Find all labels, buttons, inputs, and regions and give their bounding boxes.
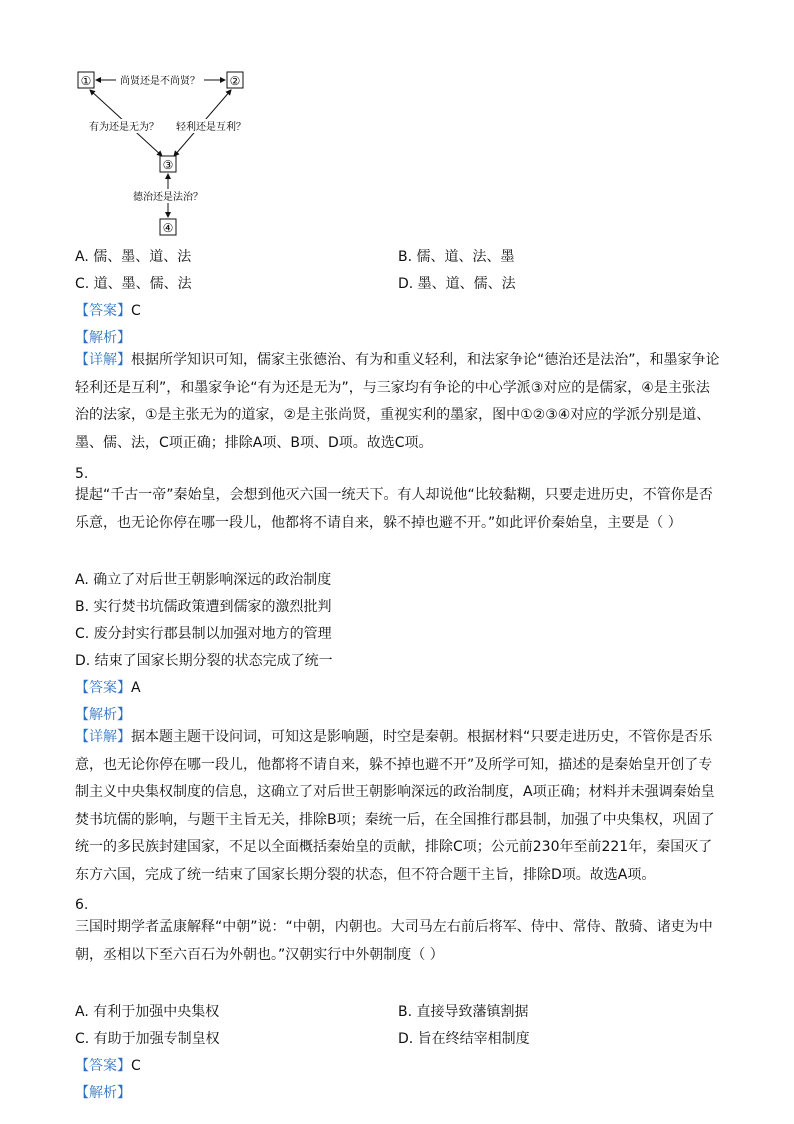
q5-answer-value: A xyxy=(131,680,141,696)
diagram-svg xyxy=(74,66,274,242)
edge-label-bottom: 德治还是法治？ xyxy=(133,192,203,203)
q5-analysis-label: 【解析】 xyxy=(75,707,131,723)
q6-answer-value: C xyxy=(131,1058,141,1074)
q5-option-c: C. 废分封实行郡县制以加强对地方的管理 xyxy=(75,626,332,642)
q5-detail-text: 据本题主题干设问词，可知这是影响题，时空是秦朝。根据材料“只要走进历史，不管你是否乐意，也无论你停在哪一段儿，他都将不请自来，躲不掉也避不开”及所学可知，描述的是秦始皇开创了专制主义中央集权制度的信息，这确立了对后世王朝影响深远的政治制度，A项正确；材料并未强调秦始皇焚书坑儒的影响，与题干主旨无关，排除B项；秦统一后，在全国推行郡县制，加强了中央集权，巩固了统一的多民族封建国家，不足以全面概括秦始皇的贡献，排除C项；公元前230年至前221年，秦国灭了东方六国，完成了统一结束了国家长期分裂的状态，但不符合题干主旨，排除D项。故选A项。 xyxy=(75,729,715,883)
q4-answer xyxy=(75,302,141,320)
q4-detail-text: 根据所学知识可知，儒家主张德治、有为和重义轻利，和法家争论“德治还是法治”，和墨家争论轻利还是互利”，和墨家争论“有为还是无为”，与三家均有争论的中心学派③对应的是儒家，④是主张法治的法家，①是主张无为的道家，②是主张尚贤，重视实利的墨家，图中①②③④对应的学派分别是道、墨、儒、法，C项正确；排除A项、B项、D项。故选C项。 xyxy=(75,352,720,451)
node-4-label: ④ xyxy=(162,221,174,235)
q5-option-d: D. 结束了国家长期分裂的状态完成了统一 xyxy=(75,653,333,669)
edge-label-top: 尚贤还是不尚贤？ xyxy=(120,76,200,87)
school-debate-diagram xyxy=(74,66,274,242)
node-2-label: ② xyxy=(229,74,241,88)
q6-answer-label: 【答案】 xyxy=(75,1058,131,1074)
q5-stem: 提起“千古一帝”秦始皇，会想到他灭六国一统天下。有人却说他“比较黏糊，只要走进历史，不管你是否乐意，也无论你停在哪一段儿，他都将不请自来，躲不掉也避不开。”如此评价秦始皇，主要是（ ） xyxy=(75,487,713,531)
q4-analysis-label: 【解析】 xyxy=(75,330,131,346)
q4-detail-label: 【详解】 xyxy=(75,352,131,368)
q5-option-a: A. 确立了对后世王朝影响深远的政治制度 xyxy=(75,572,332,588)
node-1-label: ① xyxy=(80,74,92,88)
q6-option-b: B. 直接导致藩镇割据 xyxy=(398,1004,529,1020)
edge-label-right: 轻利还是互利？ xyxy=(176,122,246,133)
q4-option-c: C. 道、墨、儒、法 xyxy=(75,276,192,292)
q5-answer-label: 【答案】 xyxy=(75,680,131,696)
q6-answer xyxy=(75,1057,141,1075)
q5-detail xyxy=(75,724,720,889)
edge-label-left: 有为还是无为？ xyxy=(89,122,159,133)
q6-option-c: C. 有助于加强专制皇权 xyxy=(75,1031,220,1047)
q6-analysis-label: 【解析】 xyxy=(75,1085,131,1101)
q6-option-d: D. 旨在终结宰相制度 xyxy=(398,1031,530,1047)
q5-option-b: B. 实行焚书坑儒政策遭到儒家的激烈批判 xyxy=(75,599,332,615)
q4-option-a: A. 儒、墨、道、法 xyxy=(75,249,192,265)
q4-answer-value: C xyxy=(131,303,141,319)
node-3-label: ③ xyxy=(162,158,174,172)
q4-option-b: B. 儒、道、法、墨 xyxy=(398,249,515,265)
q4-answer-label: 【答案】 xyxy=(75,303,131,319)
q6-number: 6. xyxy=(75,897,89,913)
q5-number: 5. xyxy=(75,466,89,482)
q4-option-d: D. 墨、道、儒、法 xyxy=(398,276,516,292)
q5-answer xyxy=(75,679,141,697)
q5-detail-label: 【详解】 xyxy=(75,729,131,745)
q4-detail xyxy=(75,347,720,457)
q6-option-a: A. 有利于加强中央集权 xyxy=(75,1004,220,1020)
q6-stem: 三国时期学者孟康解释“中朝”说：“中朝，内朝也。大司马左右前后将军、侍中、常侍、散骑、诸吏为中朝，丞相以下至六百石为外朝也。”汉朝实行中外朝制度（ ） xyxy=(75,919,713,963)
